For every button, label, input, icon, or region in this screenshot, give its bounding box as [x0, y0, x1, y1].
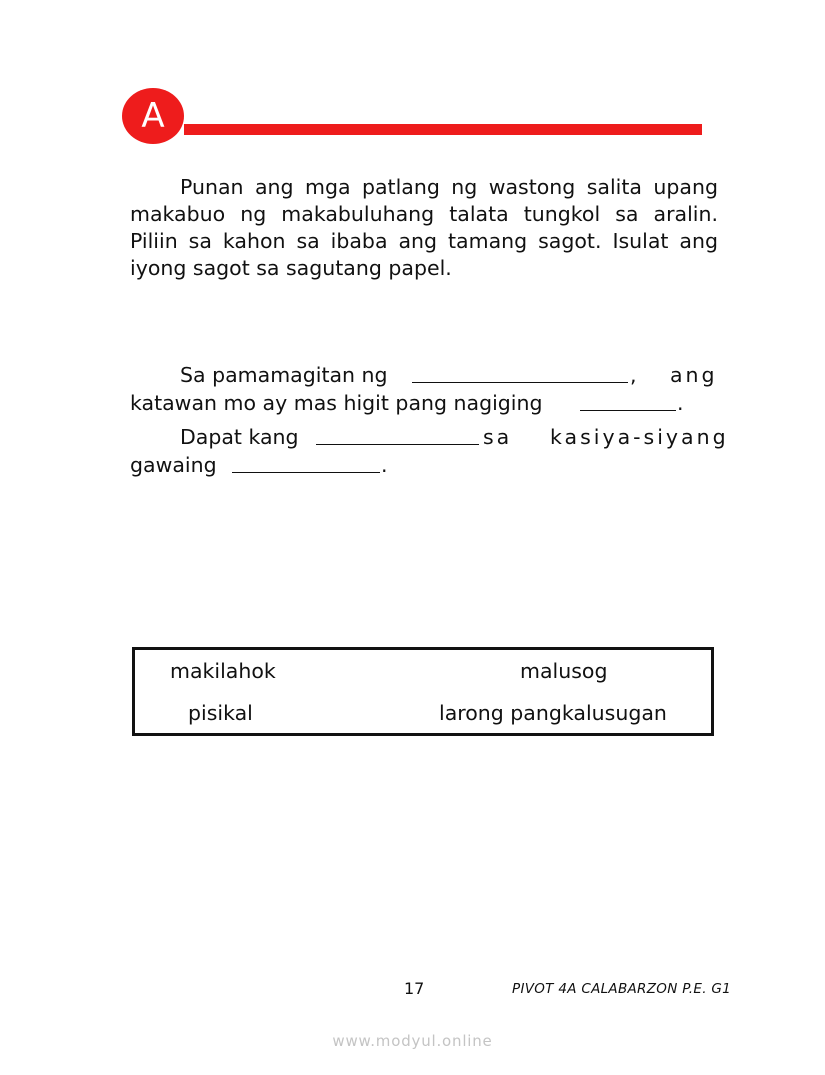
choice-pisikal: pisikal [188, 701, 253, 725]
fill-line-3 [130, 424, 729, 451]
section-letter-badge: A [122, 88, 184, 144]
fill-line-2 [130, 390, 718, 417]
line2-text: katawan mo ay mas higit pang nagiging [130, 391, 543, 415]
line3-end: kasiya-siyang [550, 425, 729, 449]
choice-makilahok: makilahok [170, 659, 276, 683]
line2-period: . [677, 391, 684, 415]
line1-end: ang [670, 363, 718, 387]
watermark: www.modyul.online [332, 1032, 493, 1050]
word-choices-box [132, 647, 714, 736]
answer-blank-1 [412, 362, 628, 383]
answer-blank-3 [316, 424, 479, 445]
page-number: 17 [404, 979, 425, 998]
fill-line-4 [130, 452, 718, 479]
line4-text: gawaing [130, 453, 217, 477]
line3-text: Dapat kang [180, 425, 299, 449]
fill-line-1 [130, 362, 718, 389]
instructions-text: Punan ang mga patlang ng wastong salita upang makabuo ng makabuluhang talata tungkol sa aralin. Piliin sa kahon sa ibaba ang tamang sagot. Isulat ang iyong sagot sa sagutang papel. [130, 175, 718, 280]
line3-mid: sa [483, 425, 513, 449]
choice-larong-pangkalusugan: larong pangkalusugan [439, 701, 667, 725]
footer-title: PIVOT 4A CALABARZON P.E. G1 [512, 981, 732, 997]
answer-blank-2 [580, 390, 676, 411]
line4-period: . [381, 453, 388, 477]
line1-comma: , [630, 363, 637, 387]
answer-blank-4 [232, 452, 380, 473]
line1-text: Sa pamamagitan ng [180, 363, 388, 387]
choice-malusog: malusog [520, 659, 608, 683]
section-header-rule [184, 124, 702, 135]
